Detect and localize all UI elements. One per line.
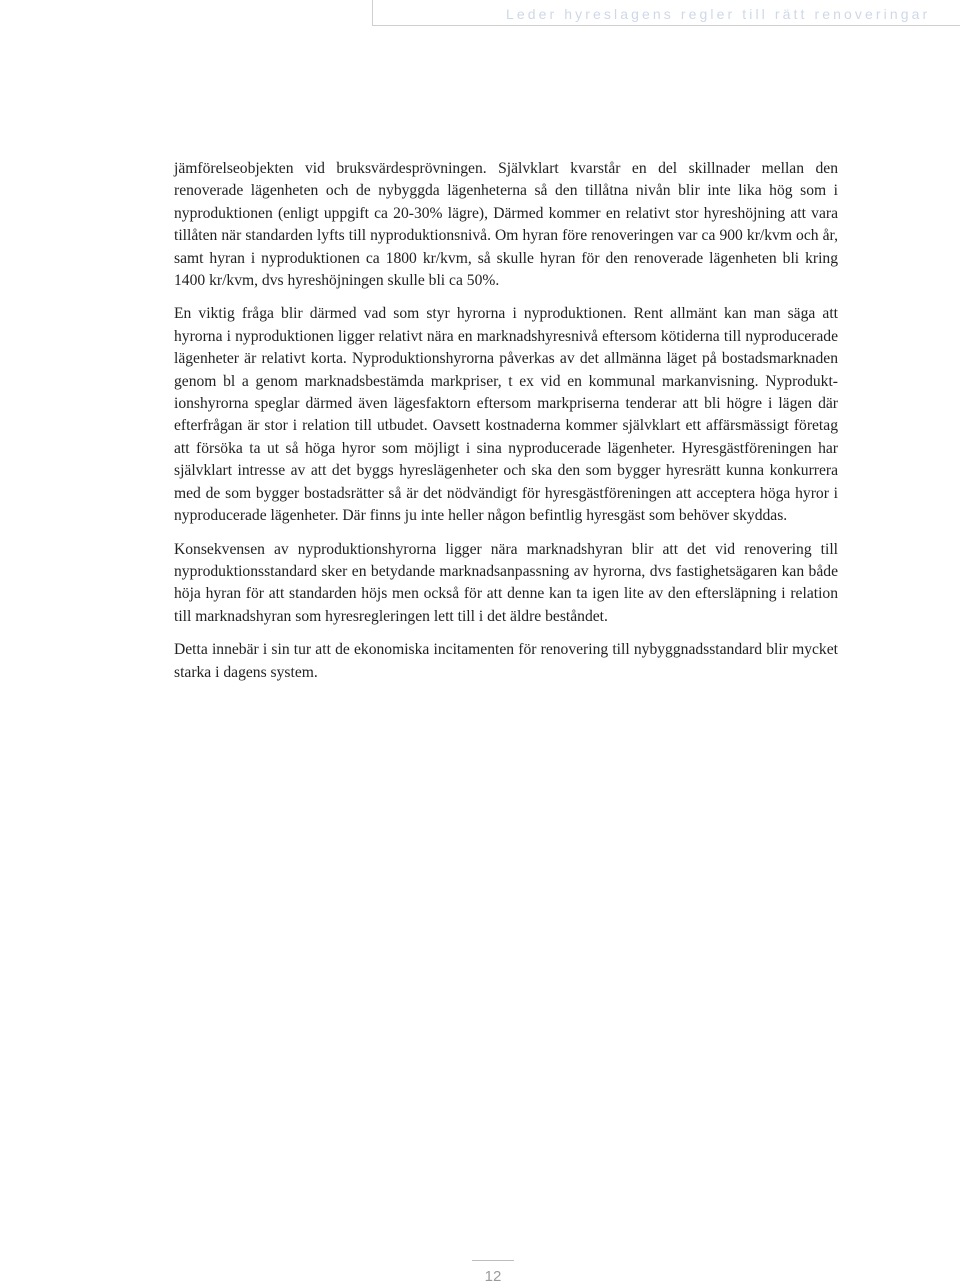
body-paragraph-4: Detta innebär i sin tur att de ekonomiska incitamenten för renovering till nybyggnadsstandard blir mycket starka i dagens system. xyxy=(174,641,838,681)
page-number-rule xyxy=(472,1260,514,1261)
body-paragraph-3: Konsekvensen av nyproduktionshyrorna ligger nära marknadshyran blir att det vid renovering till nyproduktionsstandard sker en betydande marknadsanpassning av hyrorna, dvs fastighetsägaren kan både höja hyran för att standarden höjs men också för att denne kan ta igen lite av den eftersläpning i relation till marknadshyran som hyresregleringen lett till i det äldre beståndet. xyxy=(174,540,838,625)
document-body xyxy=(174,158,838,695)
page-number: 12 xyxy=(484,1268,502,1285)
body-paragraph-1: jämförelseobjekten vid bruksvärdesprövningen. Självklart kvarstår en del skillnader mellan den renoverade lägenheten och de nybyggda lägenheterna så den tillåtna nivån blir inte lika hög som i nyproduktionen (enligt uppgift ca 20-30% lägre), Därmed kommer en relativt stor hyreshöjning att vara tillåten när standarden lyfts till nyproduktionsnivå. Om hyran före renoveringen var ca 900 kr/kvm och år, samt hyran i nyproduktionen ca 1800 kr/kvm, så skulle hyran för den renoverade lägenheten bli kring 1400 kr/kvm, dvs hyreshöjningen skulle bli ca 50%. xyxy=(174,160,838,290)
running-header-title: Leder hyreslagens regler till rätt renoveringar xyxy=(506,6,931,22)
body-paragraph-2: En viktig fråga blir därmed vad som styr hyrorna i nyproduktionen. Rent allmänt kan man säga att hyrorna i nyproduktionen ligger relativt nära en marknadshyresnivå eftersom kötiderna till nyproducerade lägenheter är relativt korta. Nyproduktionshyrorna påverkas av det allmänna läget på bostadsmarknaden genom bl a genom marknadsbestämda markpriser, t ex vid en kommunal markanvisning. Nyproduktionshyrorna speglar därmed även lägesfaktorn eftersom markpriserna tenderar att bli högre i lägen där efterfrågan är stor i relation till utbudet. Oavsett kostnaderna kommer självklart ett affärsmässigt företag att försöka ta ut så höga hyror som möjligt i sina nyproducerade lägenheter. Hyresgästföreningen har självklart intresse av att det byggs hyreslägenheter och ska den som bygger hyresrätt kunna konkurrera med de som bygger bostadsrätter så är det nödvändigt för hyresgästföreningen att acceptera höga hyror i nyproducerade lägenheter. Där finns ju inte heller någon befintlig hyresgäst som behöver skyddas. xyxy=(174,305,838,525)
